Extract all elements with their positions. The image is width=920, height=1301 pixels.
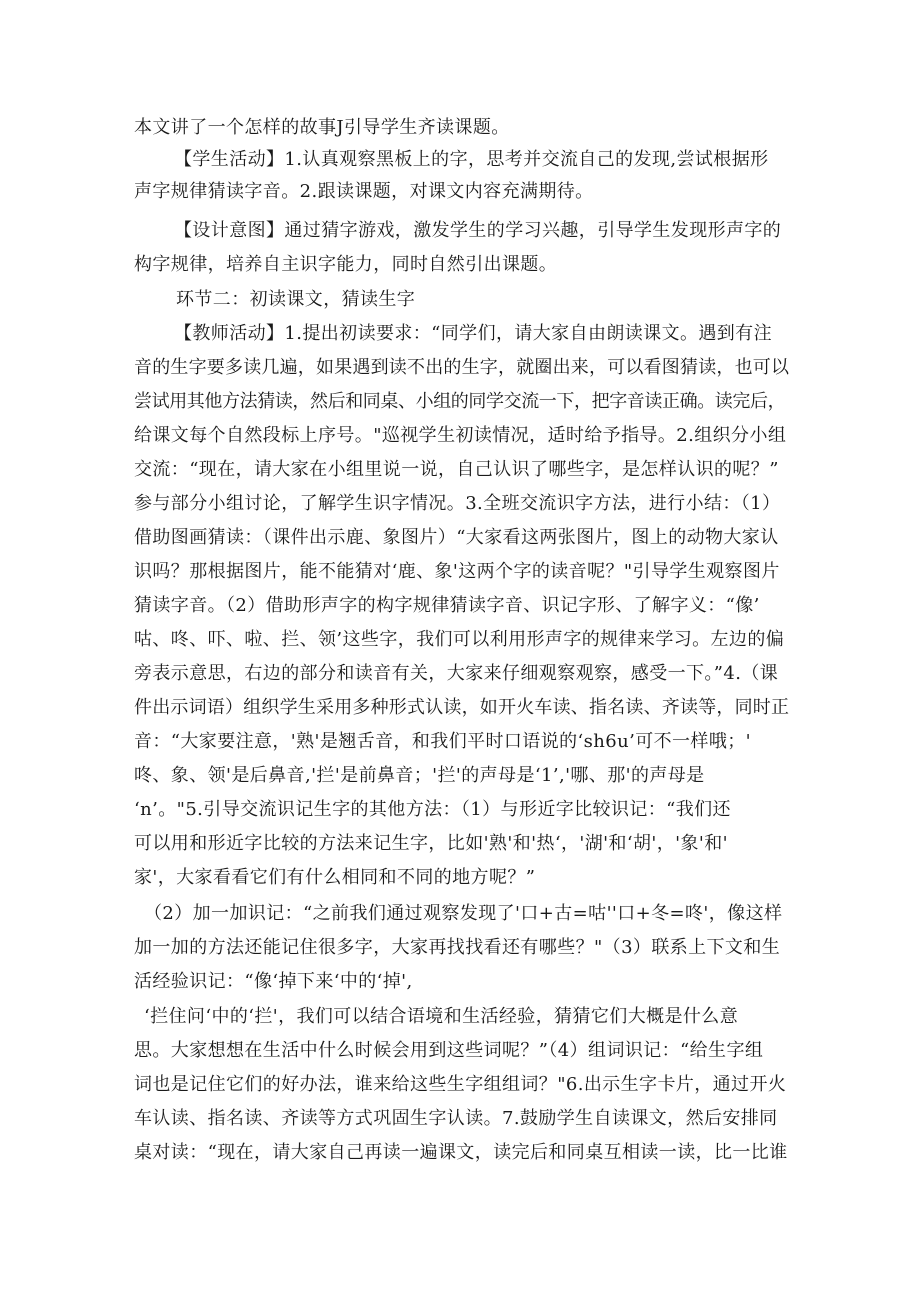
text-line: 猜读字音。（2）借助形声字的构字规律猜读字音、识记字形、了解字义：“像’ [134,595,760,616]
text-line: 声字规律猜读字音。2.跟读课题，对课文内容充满期待。 [134,181,594,202]
text-line: 尝试用其他方法猜读，然后和同桌、小组的同学交流一下，把字音读正确。读完后， [134,391,786,412]
text-line: 加一加的方法还能记住很多字，大家再找找看还有哪些？"（3）联系上下文和生 [134,937,781,958]
text-line: ‘n’。"5.引导交流识记生字的其他方法：（1）与形近字比较识记：“我们还 [134,799,731,820]
text-line: 思。大家想想在生活中什么时候会用到这些词呢？”（4）组词识记：“给生字组 [134,1040,764,1061]
text-line: 旁表示意思，右边的部分和读音有关，大家来仔细观察观察，感受一下。”4.（课 [134,663,779,684]
text-line: 音的生字要多读几遍，如果遇到读不出的生字，就圈出来，可以看图猜读，也可以 [134,357,790,378]
text-line: 交流：“现在，请大家在小组里说一说，自己认识了哪些字，是怎样认识的呢？” [134,459,779,480]
text-line: 车认读、指名读、齐读等方式巩固生字认读。7.鼓励学生自读课文，然后安排同 [134,1108,778,1129]
text-line: ‘拦住问‘中的‘拦'，我们可以结合语境和生活经验，猜猜它们大概是什么意 [144,1006,739,1027]
text-line: 识吗？那根据图片，能不能猜对‘鹿、象'这两个字的读音呢？"引导学生观察图片 [134,561,780,582]
text-line: 参与部分小组讨论，了解学生识字情况。3.全班交流识字方法，进行小结：（1） [134,493,781,514]
text-line: 本文讲了一个怎样的故事J引导学生齐读课题。 [134,117,510,138]
text-line: 【学生活动】1.认真观察黑板上的字，思考并交流自己的发现,尝试根据形 [174,149,769,170]
text-line: 可以用和形近字比较的方法来记生字，比如'熟'和'热‘，'湖'和‘胡'，'象'和' [134,833,728,854]
text-line: 家'，大家看看它们有什么相同和不同的地方呢？” [134,867,536,888]
text-line: （2）加一加识记：“之前我们通过观察发现了'口+古=咕''口+冬=咚'，像这样 [144,903,783,924]
text-line: 咕、咚、吓、啦、拦、领’这些字，我们可以利用形声字的规律来学习。左边的偏 [134,629,785,650]
text-line: 桌对读：“现在，请大家自己再读一遍课文，读完后和同桌互相读一读，比一比谁 [134,1142,788,1163]
text-line: 词也是记住它们的好办法，谁来给这些生字组组词？"6.出示生字卡片，通过开火 [134,1074,787,1095]
text-line: 咚、象、领'是后鼻音,'拦'是前鼻音；'拦'的声母是‘1’,'哪、那'的声母是 [134,765,705,786]
text-line: 活经验识记：“像‘掉下来‘中的‘掉', [134,971,413,992]
text-line: 【教师活动】1.提出初读要求：“同学们，请大家自由朗读课文。遇到有注 [174,323,772,344]
text-line: 给课文每个自然段标上序号。"巡视学生初读情况，适时给予指导。2.组织分小组 [134,425,787,446]
text-line: 借助图画猜读：（课件出示鹿、象图片）“大家看这两张图片，图上的动物大家认 [134,527,779,548]
text-line: 构字规律，培养自主识字能力，同时自然引出课题。 [134,254,558,275]
text-line: 件出示词语）组织学生采用多种形式认读，如开火车读、指名读、齐读等，同时正 [134,697,790,718]
text-line: 音：“大家要注意，'熟'是翘舌音，和我们平时口语说的‘sh6u’可不一样哦；' [134,731,751,752]
text-line: 【设计意图】通过猜字游戏，激发学生的学习兴趣，引导学生发现形声字的 [174,220,782,241]
section-heading: 环节二：初读课文，猜读生字 [176,289,416,310]
